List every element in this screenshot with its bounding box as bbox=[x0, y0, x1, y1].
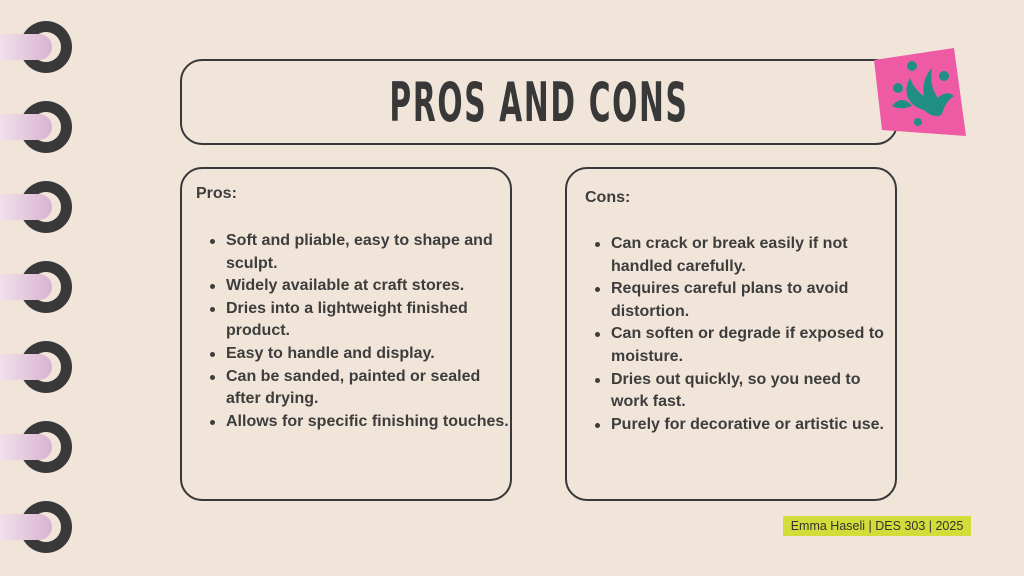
pros-heading: Pros: bbox=[196, 185, 237, 202]
list-item: Purely for decorative or artistic use. bbox=[611, 414, 901, 437]
list-item: Dries out quickly, so you need to work fast. bbox=[611, 369, 901, 414]
author-footer-tag: Emma Haseli | DES 303 | 2025 bbox=[783, 516, 971, 536]
spiral-ring-icon bbox=[0, 421, 72, 473]
list-item: Can be sanded, painted or sealed after drying. bbox=[226, 366, 516, 411]
spiral-ring-icon bbox=[0, 181, 72, 233]
pros-card bbox=[180, 167, 512, 501]
abstract-seaweed-sticker-icon bbox=[868, 48, 966, 138]
list-item: Can soften or degrade if exposed to moisture. bbox=[611, 323, 901, 368]
list-item: Can crack or break easily if not handled carefully. bbox=[611, 233, 901, 278]
spiral-ring-icon bbox=[0, 101, 72, 153]
page-title: PROS AND CONS bbox=[389, 70, 689, 134]
spiral-ring-icon bbox=[0, 341, 72, 393]
spiral-ring-icon bbox=[0, 261, 72, 313]
title-banner bbox=[180, 59, 898, 145]
list-item: Widely available at craft stores. bbox=[226, 275, 516, 298]
list-item: Allows for specific finishing touches. bbox=[226, 411, 516, 434]
spiral-ring-icon bbox=[0, 501, 72, 553]
list-item: Dries into a lightweight finished product. bbox=[226, 298, 516, 343]
list-item: Requires careful plans to avoid distortion. bbox=[611, 278, 901, 323]
list-item: Soft and pliable, easy to shape and sculpt. bbox=[226, 230, 516, 275]
list-item: Easy to handle and display. bbox=[226, 343, 516, 366]
cons-heading: Cons: bbox=[585, 189, 631, 206]
spiral-binding bbox=[0, 0, 80, 576]
spiral-ring-icon bbox=[0, 21, 72, 73]
pros-list bbox=[182, 230, 516, 433]
cons-card bbox=[565, 167, 897, 501]
cons-list bbox=[567, 233, 901, 436]
